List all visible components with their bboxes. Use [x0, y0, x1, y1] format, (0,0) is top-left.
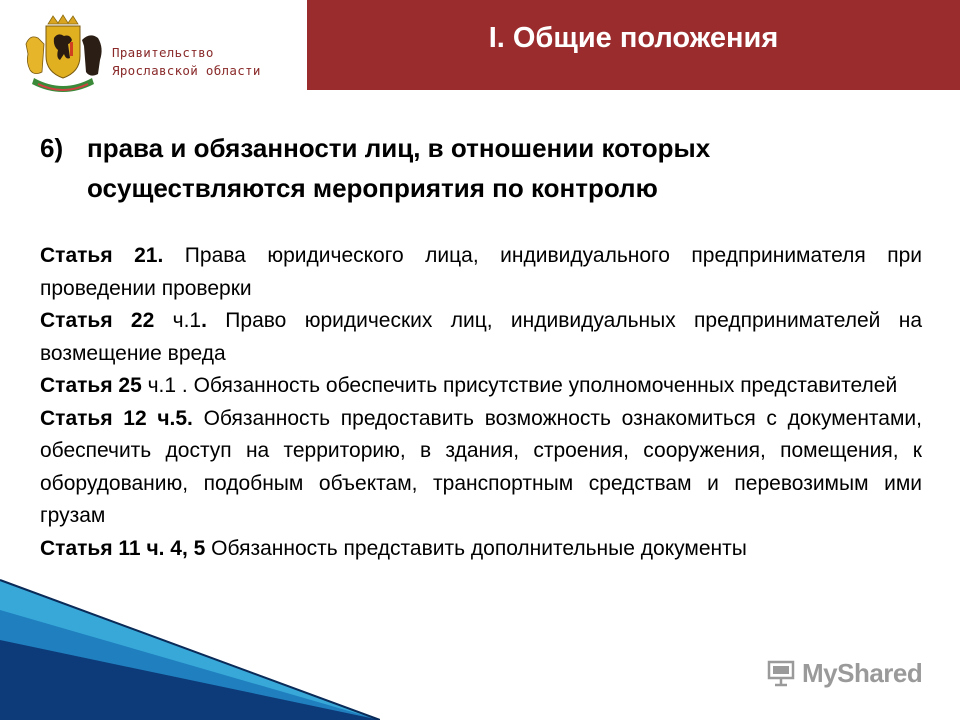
section-heading: [40, 128, 920, 208]
articles-list: [40, 240, 922, 565]
article-ref: Статья 25: [40, 374, 142, 397]
article-desc: Права юридического лица, индивидуального предпринимателя при проведении проверки: [40, 244, 922, 300]
article-ref: Статья 12 ч.5.: [40, 406, 193, 430]
article-desc: Обязанность представить дополнительные документы: [205, 536, 747, 560]
article-ref: Статья 22: [40, 309, 155, 332]
article-ref-dot: .: [201, 309, 207, 332]
article-item: [40, 533, 922, 566]
org-line-2: Ярославской области: [112, 63, 261, 78]
article-desc: Право юридических лиц, индивидуальных предпринимателей на возмещение вреда: [40, 309, 922, 365]
myshared-watermark: [766, 655, 926, 691]
org-line-1: Правительство: [112, 45, 214, 60]
decorative-wave: [0, 570, 380, 720]
slide-title: I. Общие положения: [488, 22, 779, 54]
article-part: ч.1: [154, 309, 202, 332]
article-ref: Статья 11 ч. 4, 5: [40, 536, 206, 560]
article-item: [40, 403, 922, 533]
heading-text: права и обязанности лиц, в отношении которых осуществляются мероприятия по контролю: [87, 133, 711, 203]
header-logo-area: [0, 0, 307, 100]
coat-of-arms-icon: [20, 14, 106, 98]
article-ref: Статья 21.: [40, 244, 164, 267]
projector-icon: [766, 658, 796, 688]
heading-number: 6): [40, 133, 64, 163]
article-item: [40, 305, 922, 370]
article-item: [40, 370, 922, 403]
article-item: [40, 240, 922, 305]
title-band: [307, 0, 960, 90]
article-desc: Обязанность предоставить возможность ознакомиться с документами, обеспечить доступ на территорию, в здания, строения, сооружения, помещения, к оборудованию, подобным объектам, транспортным средствам и перевозимым ими грузам: [40, 406, 922, 527]
article-desc: ч.1 . Обязанность обеспечить присутствие уполномоченных представителей: [141, 374, 898, 397]
organization-name: [112, 44, 261, 80]
watermark-text: MyShared: [802, 657, 923, 688]
